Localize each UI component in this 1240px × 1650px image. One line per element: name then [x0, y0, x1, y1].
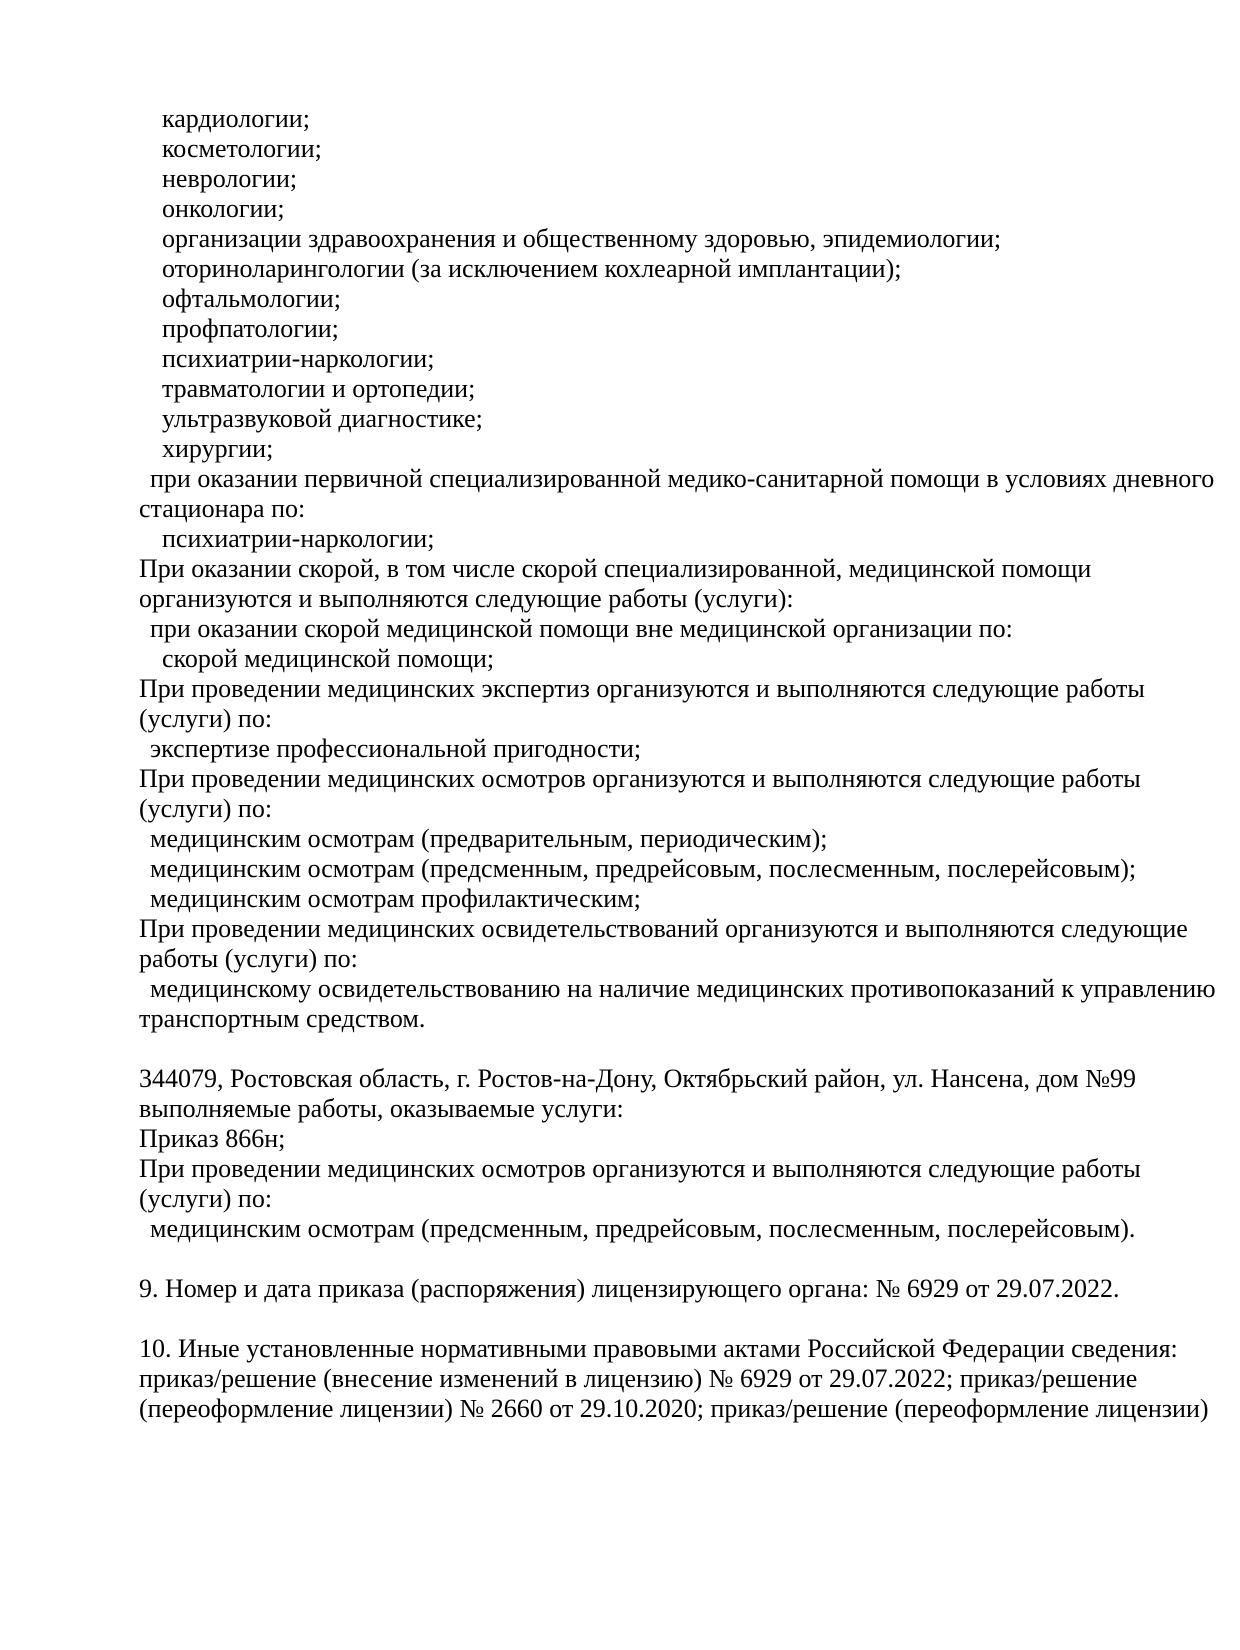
document-line: скорой медицинской помощи;	[162, 644, 495, 673]
document-line: 9. Номер и дата приказа (распоряжения) лицензирующего органа: № 6929 от 29.07.2022.	[139, 1274, 1120, 1303]
document-line: экспертизе профессиональной пригодности;	[150, 734, 642, 763]
document-line: медицинским осмотрам (предварительным, периодическим);	[150, 824, 828, 853]
document-line: выполняемые работы, оказываемые услуги:	[139, 1094, 624, 1123]
document-line: кардиологии;	[162, 104, 310, 133]
document-line: При проведении медицинских осмотров организуются и выполняются следующие работы	[139, 764, 1141, 793]
blank-line	[139, 1034, 1180, 1064]
document-line: онкологии;	[162, 194, 285, 223]
document-line: профпатологии;	[162, 314, 339, 343]
document-line: транспортным средством.	[139, 1004, 426, 1033]
blank-line	[139, 1244, 1180, 1274]
document-line: хирургии;	[162, 434, 274, 463]
document-line: медицинским осмотрам (предсменным, предрейсовым, послесменным, послерейсовым).	[150, 1214, 1136, 1243]
document-line: При оказании скорой, в том числе скорой специализированной, медицинской помощи	[139, 554, 1092, 583]
document-line: организации здравоохранения и общественному здоровью, эпидемиологии;	[162, 224, 1002, 253]
document-line: работы (услуги) по:	[139, 944, 358, 973]
document-line: офтальмологии;	[162, 284, 341, 313]
document-line: неврологии;	[162, 164, 298, 193]
document-line: стационара по:	[139, 494, 306, 523]
document-line: (услуги) по:	[139, 704, 273, 733]
document-line: 10. Иные установленные нормативными правовыми актами Российской Федерации сведения:	[139, 1334, 1178, 1363]
document-line: (переоформление лицензии) № 2660 от 29.10.2020; приказ/решение (переоформление лицензии)	[139, 1394, 1209, 1423]
document-line: приказ/решение (внесение изменений в лицензию) № 6929 от 29.07.2022; приказ/решение	[139, 1364, 1138, 1393]
document-line: (услуги) по:	[139, 794, 273, 823]
document-line: медицинскому освидетельствованию на наличие медицинских противопоказаний к управлению	[150, 974, 1216, 1003]
document-line: Приказ 866н;	[139, 1124, 286, 1153]
blank-line	[139, 1304, 1180, 1334]
document-line: при оказании первичной специализированной медико-санитарной помощи в условиях дневного	[150, 464, 1215, 493]
document-line: медицинским осмотрам (предсменным, предрейсовым, послесменным, послерейсовым);	[150, 854, 1137, 883]
document-line: психиатрии-наркологии;	[162, 524, 435, 553]
document-line: косметологии;	[162, 134, 322, 163]
document-line: При проведении медицинских экспертиз организуются и выполняются следующие работы	[139, 674, 1145, 703]
document-line: 344079, Ростовская область, г. Ростов-на-Дону, Октябрьский район, ул. Нансена, дом №99	[139, 1064, 1137, 1093]
document-line: медицинским осмотрам профилактическим;	[150, 884, 641, 913]
document-line: психиатрии-наркологии;	[162, 344, 435, 373]
document-line: при оказании скорой медицинской помощи вне медицинской организации по:	[150, 614, 1013, 643]
document-text-block	[139, 104, 1216, 1424]
document-line: При проведении медицинских освидетельствований организуются и выполняются следующие	[139, 914, 1188, 943]
document-line: организуются и выполняются следующие работы (услуги):	[139, 584, 794, 613]
document-line: оториноларингологии (за исключением кохлеарной имплантации);	[162, 254, 902, 283]
document-line: ультразвуковой диагностике;	[162, 404, 483, 433]
document-line: травматологии и ортопедии;	[162, 374, 476, 403]
document-line: При проведении медицинских осмотров организуются и выполняются следующие работы	[139, 1154, 1141, 1183]
document-line: (услуги) по:	[139, 1184, 273, 1213]
